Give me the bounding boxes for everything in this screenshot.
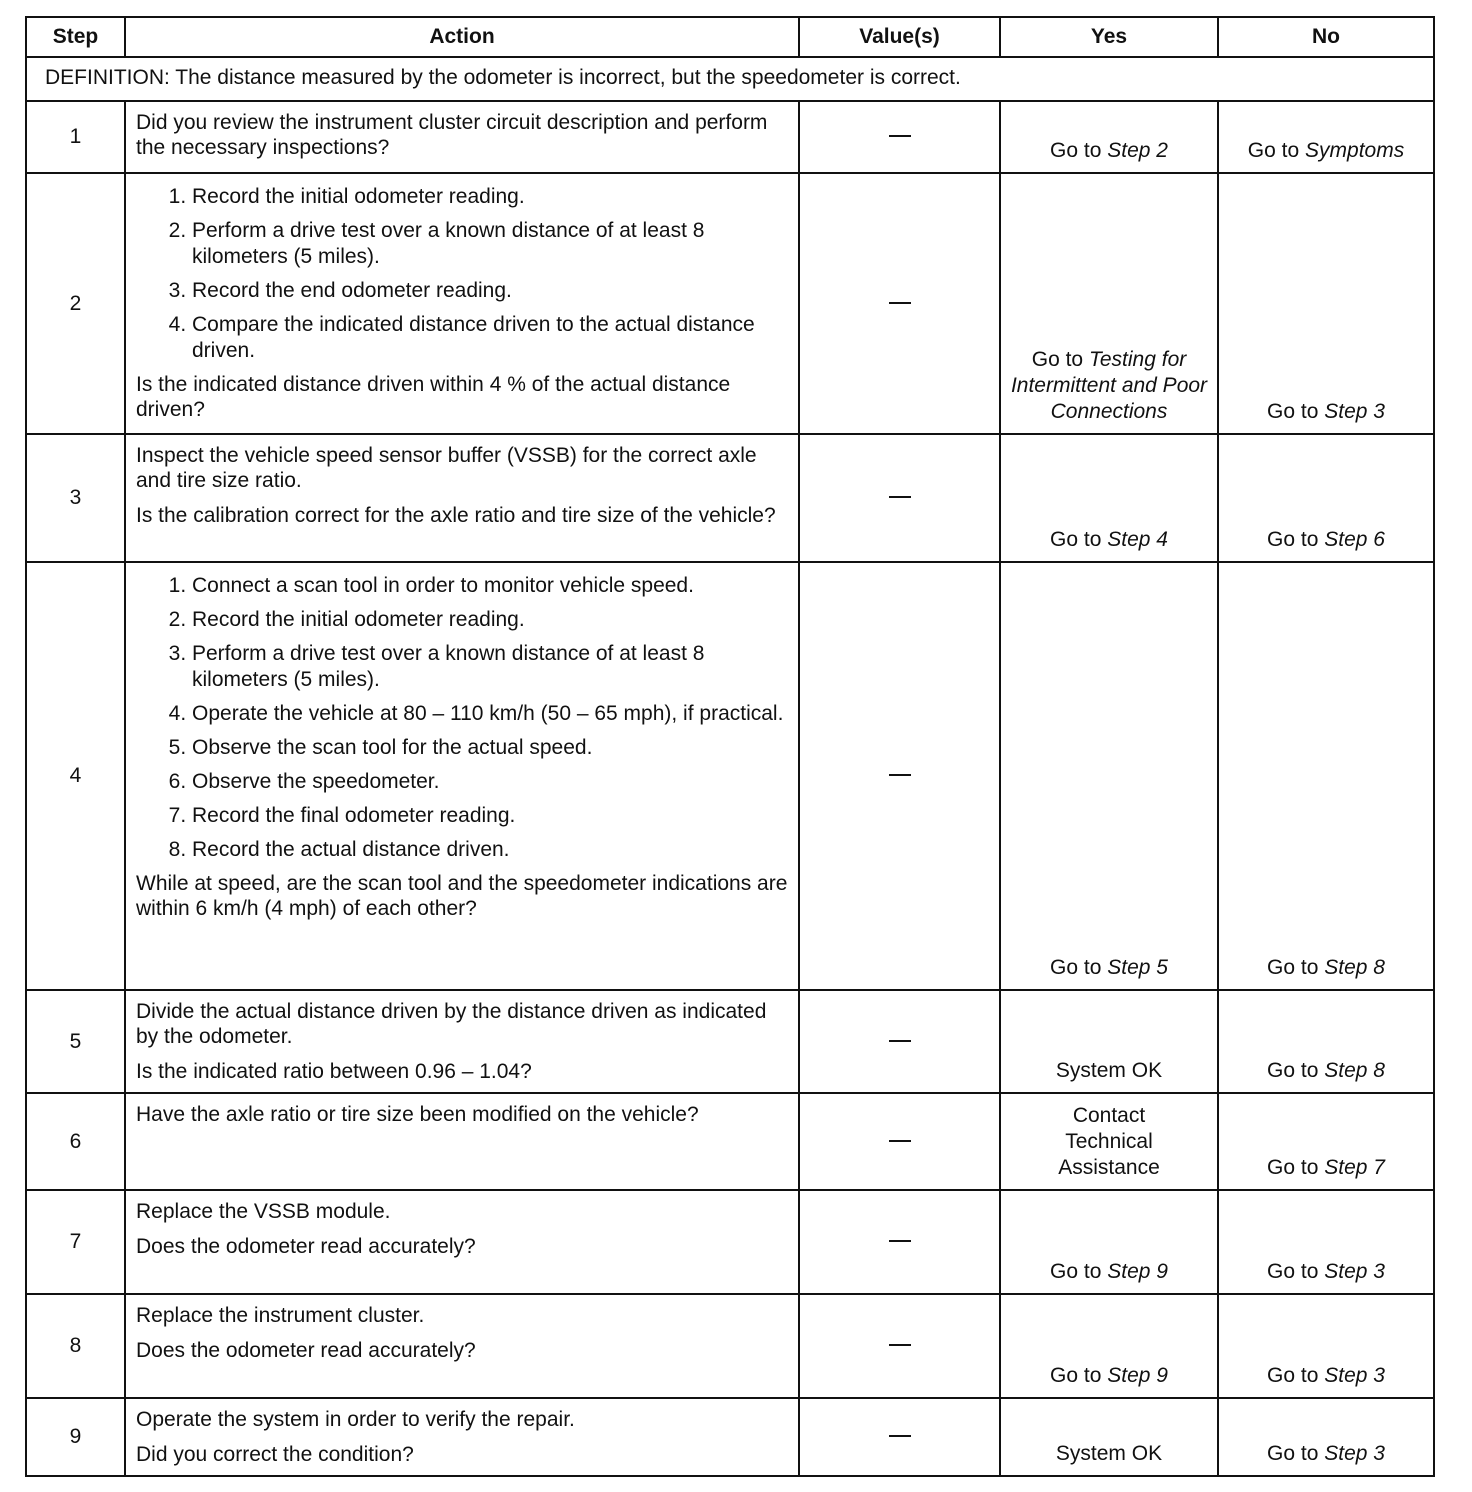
- step-number: 1: [26, 101, 125, 173]
- no-cell: [1218, 990, 1434, 1093]
- value-cell: [799, 1294, 1000, 1398]
- no-goto-link[interactable]: Step 7: [1324, 1156, 1385, 1179]
- no-goto-label: Go to: [1267, 1442, 1319, 1465]
- header-no: No: [1218, 17, 1434, 57]
- header-step: Step: [26, 17, 125, 57]
- action-cell: [125, 990, 799, 1093]
- action-cell: [125, 562, 799, 990]
- step-number: 6: [26, 1093, 125, 1190]
- no-cell: [1218, 101, 1434, 173]
- yes-goto-label: Go to: [1050, 1260, 1102, 1283]
- yes-goto-link[interactable]: Step 2: [1107, 139, 1168, 162]
- yes-goto-label: Go to: [1050, 139, 1102, 162]
- no-goto-label: Go to: [1267, 1364, 1319, 1387]
- action-cell: [125, 173, 799, 434]
- yes-goto-link[interactable]: Step 5: [1107, 956, 1168, 979]
- list-item: 5. Observe the scan tool for the actual speed.: [192, 735, 788, 761]
- step-number: 4: [26, 562, 125, 990]
- value-cell: [799, 990, 1000, 1093]
- action-intro: Divide the actual distance driven by the distance driven as indicated by the odometer.: [136, 1000, 767, 1048]
- list-item: 6. Observe the speedometer.: [192, 769, 788, 795]
- no-goto-link[interactable]: Step 3: [1324, 1442, 1385, 1465]
- value-dash: [889, 1040, 911, 1043]
- yes-goto-link[interactable]: Step 9: [1107, 1364, 1168, 1387]
- yes-goto-link[interactable]: Step 4: [1107, 528, 1168, 551]
- value-cell: [799, 1190, 1000, 1294]
- list-item: 4. Compare the indicated distance driven to the actual distance driven.: [192, 312, 788, 364]
- action-intro: Replace the VSSB module.: [136, 1200, 391, 1223]
- no-cell: [1218, 434, 1434, 562]
- table-row: [26, 1294, 1434, 1398]
- list-item: 1. Record the initial odometer reading.: [192, 184, 788, 210]
- yes-cell: [1000, 434, 1218, 562]
- no-goto-link[interactable]: Step 8: [1324, 1059, 1385, 1082]
- yes-result-text: System OK: [1055, 1059, 1163, 1082]
- value-dash: [889, 1435, 911, 1438]
- value-cell: [799, 101, 1000, 173]
- header-values: Value(s): [799, 17, 1000, 57]
- action-question: Did you correct the condition?: [136, 1443, 414, 1466]
- action-question: While at speed, are the scan tool and the speedometer indications are within 6 km/h (4 mph) of each other?: [136, 872, 788, 920]
- no-goto-link[interactable]: Step 6: [1324, 528, 1385, 551]
- value-cell: [799, 173, 1000, 434]
- list-item: 3. Record the end odometer reading.: [192, 278, 788, 304]
- action-intro: Inspect the vehicle speed sensor buffer (VSSB) for the correct axle and tire size ratio.: [136, 444, 757, 492]
- step-number: 9: [26, 1398, 125, 1476]
- no-cell: [1218, 1294, 1434, 1398]
- action-steps-list: [136, 184, 788, 364]
- step-number: 7: [26, 1190, 125, 1294]
- action-question: Is the calibration correct for the axle ratio and tire size of the vehicle?: [136, 504, 776, 527]
- yes-cell: [1000, 1093, 1218, 1190]
- table-row: [26, 1190, 1434, 1294]
- value-dash: [889, 1140, 911, 1143]
- action-intro: Have the axle ratio or tire size been modified on the vehicle?: [136, 1103, 699, 1126]
- value-cell: [799, 434, 1000, 562]
- action-question: Does the odometer read accurately?: [136, 1339, 476, 1362]
- yes-goto-label: Go to: [1050, 956, 1102, 979]
- header-row: [26, 17, 1434, 57]
- list-item: 7. Record the final odometer reading.: [192, 803, 788, 829]
- value-dash: [889, 1344, 911, 1347]
- diagnostic-table-page: [25, 16, 1435, 1477]
- no-cell: [1218, 1398, 1434, 1476]
- action-cell: [125, 1398, 799, 1476]
- no-goto-label: Go to: [1247, 139, 1300, 162]
- action-question: Is the indicated ratio between 0.96 – 1.04?: [136, 1060, 532, 1083]
- step-number: 2: [26, 173, 125, 434]
- definition-row: [26, 57, 1434, 101]
- action-intro: Did you review the instrument cluster circuit description and perform the necessary inspections?: [136, 111, 768, 159]
- action-cell: [125, 101, 799, 173]
- value-cell: [799, 562, 1000, 990]
- step-number: 8: [26, 1294, 125, 1398]
- no-goto-link[interactable]: Step 3: [1324, 400, 1385, 423]
- no-goto-link[interactable]: Step 3: [1324, 1260, 1385, 1283]
- list-item: 1. Connect a scan tool in order to monitor vehicle speed.: [192, 573, 788, 599]
- no-goto-label: Go to: [1267, 956, 1319, 979]
- value-dash: [889, 774, 911, 777]
- list-item: 8. Record the actual distance driven.: [192, 837, 788, 863]
- step-number: 5: [26, 990, 125, 1093]
- list-item: 3. Perform a drive test over a known distance of at least 8 kilometers (5 miles).: [192, 641, 788, 693]
- no-goto-label: Go to: [1267, 1059, 1319, 1082]
- yes-cell: [1000, 1398, 1218, 1476]
- no-cell: [1218, 173, 1434, 434]
- table-row: [26, 1093, 1434, 1190]
- no-goto-label: Go to: [1267, 528, 1319, 551]
- action-question: Is the indicated distance driven within 4 % of the actual distance driven?: [136, 373, 731, 421]
- yes-goto-link[interactable]: Testing for Intermittent and Poor Connections: [1010, 348, 1208, 423]
- action-intro: Replace the instrument cluster.: [136, 1304, 425, 1327]
- table-row: [26, 990, 1434, 1093]
- value-dash: [889, 496, 911, 499]
- table-body: [26, 57, 1434, 1476]
- table-row: [26, 1398, 1434, 1476]
- yes-cell: [1000, 562, 1218, 990]
- list-item: 4. Operate the vehicle at 80 – 110 km/h (50 – 65 mph), if practical.: [192, 701, 788, 727]
- yes-cell: [1000, 1294, 1218, 1398]
- list-item: 2. Perform a drive test over a known distance of at least 8 kilometers (5 miles).: [192, 218, 788, 270]
- table-row: [26, 101, 1434, 173]
- list-item: 2. Record the initial odometer reading.: [192, 607, 788, 633]
- action-cell: [125, 1294, 799, 1398]
- definition-text: DEFINITION: The distance measured by the odometer is incorrect, but the speedometer is correct.: [26, 57, 1434, 101]
- action-intro: Operate the system in order to verify the repair.: [136, 1408, 575, 1431]
- no-cell: [1218, 562, 1434, 990]
- table-row: [26, 173, 1434, 434]
- yes-cell: [1000, 173, 1218, 434]
- yes-cell: [1000, 990, 1218, 1093]
- yes-result-text: System OK: [1055, 1442, 1163, 1465]
- no-goto-label: Go to: [1267, 400, 1319, 423]
- yes-cell: [1000, 101, 1218, 173]
- no-goto-link[interactable]: Symptoms: [1305, 139, 1405, 162]
- yes-cell: [1000, 1190, 1218, 1294]
- yes-result-text: Contact Technical Assistance: [1058, 1104, 1160, 1179]
- yes-goto-label: Go to: [1050, 1364, 1102, 1387]
- header-yes: Yes: [1000, 17, 1218, 57]
- value-cell: [799, 1398, 1000, 1476]
- table-row: [26, 434, 1434, 562]
- yes-goto-link[interactable]: Step 9: [1107, 1260, 1168, 1283]
- no-goto-link[interactable]: Step 8: [1324, 956, 1385, 979]
- table-row: [26, 562, 1434, 990]
- action-question: Does the odometer read accurately?: [136, 1235, 476, 1258]
- yes-goto-label: Go to: [1031, 348, 1084, 371]
- no-goto-link[interactable]: Step 3: [1324, 1364, 1385, 1387]
- action-steps-list: [136, 573, 788, 863]
- action-cell: [125, 1093, 799, 1190]
- no-goto-label: Go to: [1267, 1156, 1319, 1179]
- no-cell: [1218, 1190, 1434, 1294]
- value-dash: [889, 302, 911, 305]
- action-cell: [125, 1190, 799, 1294]
- step-number: 3: [26, 434, 125, 562]
- yes-goto-label: Go to: [1050, 528, 1102, 551]
- header-action: Action: [125, 17, 799, 57]
- value-dash: [889, 135, 911, 138]
- value-dash: [889, 1240, 911, 1243]
- no-cell: [1218, 1093, 1434, 1190]
- value-cell: [799, 1093, 1000, 1190]
- action-cell: [125, 434, 799, 562]
- diagnostic-table: [25, 16, 1435, 1477]
- no-goto-label: Go to: [1267, 1260, 1319, 1283]
